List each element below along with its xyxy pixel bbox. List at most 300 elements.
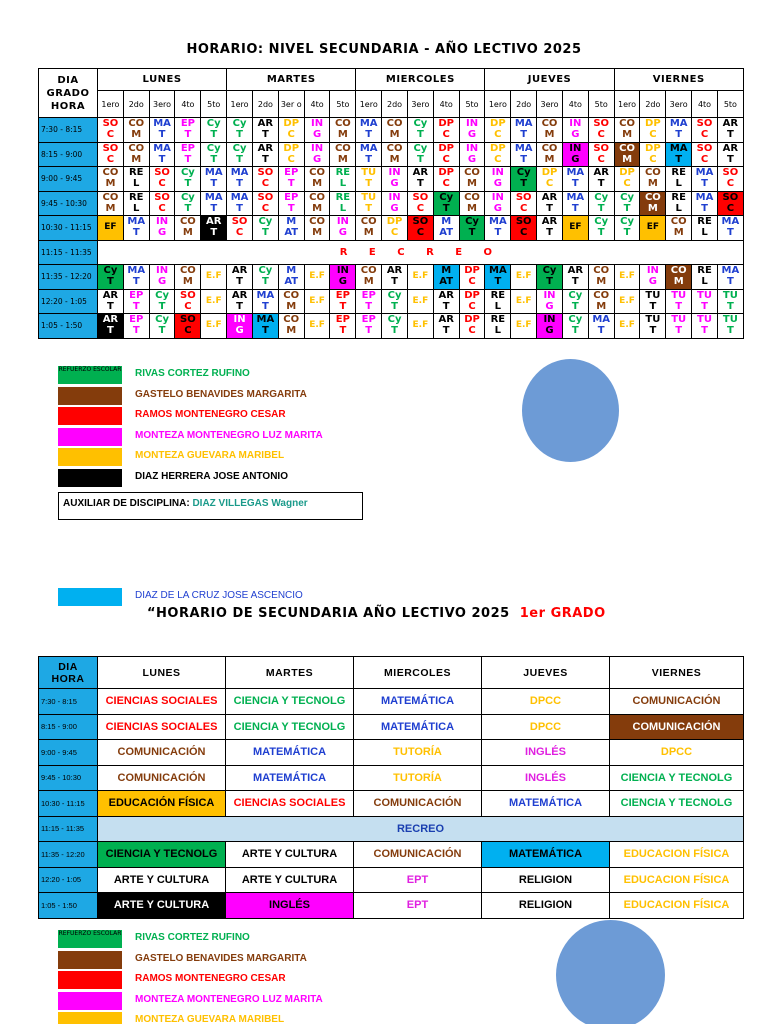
subject-cell: CO M — [640, 191, 666, 216]
subject-cell: CO M — [330, 142, 356, 167]
subject-cell: EDUCACION FÍSICA — [610, 867, 744, 893]
subject-cell: MA T — [252, 314, 278, 339]
subject-cell: TU T — [640, 314, 666, 339]
hour-cell: 8:15 - 9:00 — [39, 714, 98, 740]
schedule-row — [39, 240, 744, 265]
subject-cell: AR T — [407, 167, 433, 192]
hour-cell: 10:30 - 11:15 — [39, 791, 98, 817]
subject-cell: SO C — [227, 216, 253, 241]
color-swatch — [58, 951, 122, 969]
day-header: VIERNES — [614, 69, 743, 91]
teacher-name: RAMOS MONTENEGRO CESAR — [135, 973, 286, 984]
hour-cell: 1:05 - 1:50 — [39, 314, 98, 339]
subject-cell: IN G — [562, 142, 588, 167]
subject-cell: DP C — [459, 265, 485, 290]
subject-cell: CO M — [459, 167, 485, 192]
subject-cell: IN G — [537, 314, 563, 339]
subject-cell: MA T — [692, 167, 718, 192]
subject-cell: CIENCIA Y TECNOLG — [226, 714, 354, 740]
subject-cell: IN G — [330, 216, 356, 241]
subject-cell: MA T — [692, 191, 718, 216]
grade-header: 1ero — [227, 91, 253, 118]
subject-cell: TU T — [717, 314, 743, 339]
subject-cell: MA T — [666, 142, 692, 167]
subject-cell: E.F — [511, 314, 537, 339]
color-swatch — [58, 448, 122, 466]
subject-cell: MA T — [485, 216, 511, 241]
subject-cell: MA T — [356, 142, 382, 167]
hour-cell: 1:05 - 1:50 — [39, 893, 98, 919]
blue-oval-shape-2 — [556, 920, 665, 1024]
subject-cell: Cy T — [149, 314, 175, 339]
teacher-name: RAMOS MONTENEGRO CESAR — [135, 409, 286, 420]
subject-cell: CO M — [175, 265, 201, 290]
subject-cell: ARTE Y CULTURA — [226, 867, 354, 893]
color-swatch — [58, 992, 122, 1010]
hour-cell: 9:00 - 9:45 — [39, 167, 98, 192]
day-header: JUEVES — [482, 657, 610, 689]
subject-cell: SO C — [407, 216, 433, 241]
blue-oval-shape — [522, 359, 619, 462]
subject-cell: MATEMÁTICA — [354, 689, 482, 715]
subject-cell: RE L — [666, 191, 692, 216]
subject-cell: IN G — [485, 167, 511, 192]
subject-cell: M AT — [433, 216, 459, 241]
grade-header: 1ero — [485, 91, 511, 118]
hour-cell: 12:20 - 1:05 — [39, 867, 98, 893]
subject-cell: Cy T — [175, 167, 201, 192]
subject-cell: COMUNICACIÓN — [354, 842, 482, 868]
day-header: LUNES — [98, 69, 227, 91]
subject-cell: IN G — [459, 118, 485, 143]
subject-cell: MATEMÁTICA — [482, 791, 610, 817]
subject-cell: AR T — [537, 191, 563, 216]
grade-header: 4to — [433, 91, 459, 118]
subject-cell: SO C — [175, 314, 201, 339]
subject-cell: EF — [640, 216, 666, 241]
subject-cell: E.F — [614, 265, 640, 290]
subject-cell: CO M — [537, 142, 563, 167]
subject-cell: RE L — [330, 191, 356, 216]
subject-cell: CO M — [175, 216, 201, 241]
subject-cell: Cy T — [227, 142, 253, 167]
subject-cell: IN G — [382, 191, 408, 216]
subject-cell: SO C — [717, 167, 743, 192]
subject-cell: Cy T — [588, 216, 614, 241]
hour-cell: 9:45 - 10:30 — [39, 191, 98, 216]
hour-cell: 11:15 - 11:35 — [39, 816, 98, 842]
schedule-row — [39, 791, 744, 817]
subject-cell: EP T — [278, 167, 304, 192]
schedule-row — [39, 314, 744, 339]
subject-cell: COMUNICACIÓN — [98, 765, 226, 791]
color-swatch — [58, 428, 122, 446]
subject-cell: DP C — [433, 167, 459, 192]
subject-cell: CO M — [614, 142, 640, 167]
hour-cell: 12:20 - 1:05 — [39, 289, 98, 314]
subject-cell: DP C — [640, 142, 666, 167]
grade-header: 5to — [201, 91, 227, 118]
subject-cell: M AT — [278, 265, 304, 290]
subject-cell: RE L — [485, 289, 511, 314]
teacher-name: MONTEZA MONTENEGRO LUZ MARITA — [135, 993, 323, 1005]
subject-cell: MA T — [227, 167, 253, 192]
subject-cell: SO C — [407, 191, 433, 216]
subject-cell: DP C — [433, 142, 459, 167]
subject-cell: Cy T — [511, 167, 537, 192]
subject-cell: EDUCACIÓN FÍSICA — [98, 791, 226, 817]
schedule-row — [39, 167, 744, 192]
grade-header: 4to — [175, 91, 201, 118]
day-header: MIERCOLES — [356, 69, 485, 91]
subject-cell: IN G — [562, 118, 588, 143]
subject-cell: M AT — [433, 265, 459, 290]
subject-cell: EF — [562, 216, 588, 241]
subject-cell: Cy T — [614, 216, 640, 241]
subject-cell: E.F — [511, 289, 537, 314]
subject-cell: EP T — [278, 191, 304, 216]
color-swatch: REFUERZO ESCOLAR — [58, 930, 122, 948]
subject-cell: COMUNICACIÓN — [610, 714, 744, 740]
subject-cell: MA T — [588, 314, 614, 339]
subject-cell: Cy T — [614, 191, 640, 216]
grade-header: 5to — [330, 91, 356, 118]
subject-cell: Cy T — [252, 216, 278, 241]
teacher-name: RIVAS CORTEZ RUFINO — [135, 368, 250, 379]
subject-cell: SO C — [149, 167, 175, 192]
subject-cell: CIENCIA Y TECNOLG — [610, 765, 744, 791]
schedule-row — [39, 765, 744, 791]
day-header: JUEVES — [485, 69, 614, 91]
subject-cell: CIENCIAS SOCIALES — [98, 714, 226, 740]
subject-cell: Cy T — [201, 142, 227, 167]
subject-cell: COMUNICACIÓN — [98, 740, 226, 766]
hour-cell: 10:30 - 11:15 — [39, 216, 98, 241]
schedule-row — [39, 740, 744, 766]
subject-cell: MA T — [227, 191, 253, 216]
page-title: HORARIO: NIVEL SECUNDARIA - AÑO LECTIVO 2025 — [186, 42, 582, 57]
subject-cell: AR T — [252, 118, 278, 143]
schedule-row — [39, 216, 744, 241]
subject-cell: IN G — [459, 142, 485, 167]
subject-cell: AR T — [98, 314, 124, 339]
subject-cell: EP T — [123, 314, 149, 339]
grade-header: 5to — [588, 91, 614, 118]
day-header-row — [39, 657, 744, 689]
subject-cell: MA T — [562, 167, 588, 192]
subject-cell: MA T — [511, 118, 537, 143]
schedule-grid — [38, 68, 744, 339]
subject-cell: E.F — [201, 314, 227, 339]
subject-cell: AR T — [227, 265, 253, 290]
subject-cell: MA T — [485, 265, 511, 290]
subject-cell: ARTE Y CULTURA — [98, 867, 226, 893]
subject-cell: SO C — [692, 142, 718, 167]
color-swatch: REFUERZO ESCOLAR — [58, 366, 122, 384]
subject-cell: RE L — [330, 167, 356, 192]
subject-cell: Cy T — [175, 191, 201, 216]
subject-cell: TU T — [640, 289, 666, 314]
grade-header: 3ero — [407, 91, 433, 118]
subject-cell: IN G — [330, 265, 356, 290]
subject-cell: DP C — [640, 118, 666, 143]
grade-header: 3ero — [537, 91, 563, 118]
subject-cell: MATEMÁTICA — [226, 765, 354, 791]
subject-cell: ARTE Y CULTURA — [98, 893, 226, 919]
subject-cell: CO M — [666, 216, 692, 241]
subject-cell: DP C — [382, 216, 408, 241]
subject-cell: SO C — [175, 289, 201, 314]
subject-cell: E.F — [304, 314, 330, 339]
subject-cell: DP C — [433, 118, 459, 143]
subject-cell: IN G — [227, 314, 253, 339]
subject-cell: CO M — [356, 216, 382, 241]
subject-cell: Cy T — [149, 289, 175, 314]
subject-cell: IN G — [640, 265, 666, 290]
subject-cell: M AT — [278, 216, 304, 241]
subject-cell: Cy T — [588, 191, 614, 216]
subject-cell: TUTORÍA — [354, 740, 482, 766]
grade-header: 2do — [382, 91, 408, 118]
subject-cell: IN G — [537, 289, 563, 314]
subject-cell: AR T — [382, 265, 408, 290]
subject-cell: CO M — [304, 167, 330, 192]
subject-cell: INGLÉS — [226, 893, 354, 919]
subject-cell: Cy T — [382, 289, 408, 314]
subject-cell: TU T — [692, 289, 718, 314]
subject-cell: CIENCIA Y TECNOLG — [98, 842, 226, 868]
aux-label: AUXILIAR DE DISCIPLINA — [63, 498, 187, 509]
color-swatch — [58, 588, 122, 606]
subject-cell: Cy T — [252, 265, 278, 290]
subject-cell: SO C — [588, 142, 614, 167]
subject-cell: RE L — [123, 167, 149, 192]
teacher-name: GASTELO BENAVIDES MARGARITA — [135, 388, 307, 400]
subject-cell: DP C — [614, 167, 640, 192]
subject-cell: MA T — [717, 216, 743, 241]
schedule-row — [39, 893, 744, 919]
subject-cell: INGLÉS — [482, 740, 610, 766]
subject-cell: MA T — [201, 167, 227, 192]
grade-header: 2do — [252, 91, 278, 118]
schedule-row — [39, 816, 744, 842]
subject-cell: RE L — [666, 167, 692, 192]
subject-cell: Cy T — [382, 314, 408, 339]
schedule-row — [39, 867, 744, 893]
subject-cell: DP C — [485, 118, 511, 143]
subject-cell: MA T — [201, 191, 227, 216]
subject-cell: Cy T — [537, 265, 563, 290]
subject-cell: MA T — [562, 191, 588, 216]
subject-cell: CIENCIAS SOCIALES — [226, 791, 354, 817]
grade-header: 4to — [692, 91, 718, 118]
subject-cell: AR T — [98, 289, 124, 314]
subject-cell: E.F — [407, 314, 433, 339]
subject-cell: Cy T — [407, 142, 433, 167]
subject-cell: EP T — [356, 289, 382, 314]
subject-cell: DP C — [485, 142, 511, 167]
subject-cell: MATEMÁTICA — [482, 842, 610, 868]
subject-cell: EP T — [123, 289, 149, 314]
subject-cell: E.F — [614, 314, 640, 339]
subject-cell: SO C — [717, 191, 743, 216]
color-swatch — [58, 1012, 122, 1024]
grade-header: 3er o — [278, 91, 304, 118]
subject-cell: AR T — [537, 216, 563, 241]
teacher-name: MONTEZA GUEVARA MARIBEL — [135, 1014, 285, 1024]
color-swatch — [58, 387, 122, 405]
grade-header: 2do — [511, 91, 537, 118]
day-header: MIERCOLES — [354, 657, 482, 689]
subject-cell: E.F — [614, 289, 640, 314]
aux-name: DIAZ VILLEGAS Wagner — [192, 498, 308, 509]
subject-cell: E.F — [201, 289, 227, 314]
subject-cell: AR T — [433, 289, 459, 314]
subject-cell: IN G — [149, 265, 175, 290]
subject-cell: E.F — [304, 265, 330, 290]
subject-cell: CO M — [98, 191, 124, 216]
subject-cell: AR T — [227, 289, 253, 314]
teacher-name: GASTELO BENAVIDES MARGARITA — [135, 952, 307, 964]
subject-cell: EDUCACION FÍSICA — [610, 842, 744, 868]
subject-cell: E.F — [407, 265, 433, 290]
hour-cell: 11:15 - 11:35 — [39, 240, 98, 265]
recreo-cell: R E C R E O — [98, 240, 744, 265]
subject-cell: EDUCACION FÍSICA — [610, 893, 744, 919]
day-header: VIERNES — [610, 657, 744, 689]
subject-cell: CO M — [356, 265, 382, 290]
subject-cell: CO M — [278, 314, 304, 339]
subject-cell: SO C — [511, 191, 537, 216]
teacher-name: RIVAS CORTEZ RUFINO — [135, 932, 250, 943]
subject-cell: AR T — [717, 142, 743, 167]
grade-label: 1er GRADO — [519, 606, 606, 621]
subject-cell: SO C — [588, 118, 614, 143]
subject-cell: CIENCIA Y TECNOLG — [226, 689, 354, 715]
subject-cell: EP T — [330, 289, 356, 314]
subject-cell: CO M — [382, 142, 408, 167]
subject-cell: RE L — [485, 314, 511, 339]
subject-cell: IN G — [149, 216, 175, 241]
grade-header: 2do — [640, 91, 666, 118]
subject-cell: Cy T — [562, 289, 588, 314]
subject-cell: CO M — [537, 118, 563, 143]
subject-cell: RELIGION — [482, 893, 610, 919]
subject-cell: CO M — [304, 191, 330, 216]
subject-cell: TU T — [692, 314, 718, 339]
subject-cell: TU T — [717, 289, 743, 314]
subject-cell: CO M — [123, 142, 149, 167]
grade1-schedule-table — [38, 656, 744, 919]
subject-cell: E.F — [407, 289, 433, 314]
subject-cell: EP T — [356, 314, 382, 339]
subject-cell: CO M — [382, 118, 408, 143]
subject-cell: MA T — [149, 118, 175, 143]
subject-cell: Cy T — [407, 118, 433, 143]
grade-header-row — [39, 91, 744, 118]
color-swatch — [58, 407, 122, 425]
subject-cell: RE L — [692, 265, 718, 290]
subject-cell: MA T — [666, 118, 692, 143]
subject-cell: E.F — [304, 289, 330, 314]
subject-cell: MA T — [123, 216, 149, 241]
schedule-row — [39, 842, 744, 868]
subject-cell: EP T — [175, 142, 201, 167]
hour-cell: 11:35 - 12:20 — [39, 265, 98, 290]
day-header: MARTES — [226, 657, 354, 689]
subject-cell: SO C — [252, 191, 278, 216]
subject-cell: AR T — [717, 118, 743, 143]
subject-cell: Cy T — [98, 265, 124, 290]
teacher-name: DIAZ HERRERA JOSE ANTONIO — [135, 470, 288, 482]
teacher-name: MONTEZA GUEVARA MARIBEL — [135, 450, 285, 461]
recreo-cell: RECREO — [98, 816, 744, 842]
hour-cell: 11:35 - 12:20 — [39, 842, 98, 868]
subject-cell: MA T — [149, 142, 175, 167]
schedule-row — [39, 191, 744, 216]
color-swatch — [58, 469, 122, 487]
subject-cell: CIENCIAS SOCIALES — [98, 689, 226, 715]
subject-cell: CO M — [666, 265, 692, 290]
subject-cell: TU T — [666, 314, 692, 339]
hour-cell: 9:45 - 10:30 — [39, 765, 98, 791]
subject-cell: RE L — [692, 216, 718, 241]
teacher-name: DIAZ DE LA CRUZ JOSE ASCENCIO — [135, 590, 303, 601]
subject-cell: DP C — [278, 142, 304, 167]
grade-header: 5to — [459, 91, 485, 118]
subject-cell: AR T — [588, 167, 614, 192]
subject-cell: EPT — [354, 867, 482, 893]
grade-header: 3ero — [666, 91, 692, 118]
subject-cell: DPCC — [482, 689, 610, 715]
subject-cell: AR T — [433, 314, 459, 339]
subject-cell: MA T — [511, 142, 537, 167]
subject-cell: CO M — [588, 265, 614, 290]
subject-cell: E.F — [511, 265, 537, 290]
subject-cell: CO M — [98, 167, 124, 192]
subject-cell: IN G — [485, 191, 511, 216]
subject-cell: ARTE Y CULTURA — [226, 842, 354, 868]
subject-cell: CO M — [640, 167, 666, 192]
subject-cell: MA T — [717, 265, 743, 290]
subject-cell: CO M — [459, 191, 485, 216]
subject-cell: AR T — [201, 216, 227, 241]
schedule-row — [39, 714, 744, 740]
grade-header: 1ero — [98, 91, 124, 118]
grade-header: 1ero — [356, 91, 382, 118]
subject-cell: COMUNICACIÓN — [610, 689, 744, 715]
subject-cell: CO M — [304, 216, 330, 241]
subject-cell: CIENCIA Y TECNOLG — [610, 791, 744, 817]
subject-cell: MA T — [252, 289, 278, 314]
schedule-row — [39, 289, 744, 314]
subject-cell: Cy T — [201, 118, 227, 143]
teacher-name: MONTEZA MONTENEGRO LUZ MARITA — [135, 429, 323, 441]
subject-cell: DP C — [278, 118, 304, 143]
subject-cell: Cy T — [459, 216, 485, 241]
schedule-row — [39, 142, 744, 167]
hour-cell: 7:30 - 8:15 — [39, 118, 98, 143]
subject-cell: DPCC — [482, 714, 610, 740]
grade-header: 4to — [562, 91, 588, 118]
subject-cell: TU T — [356, 191, 382, 216]
subject-cell: AR T — [252, 142, 278, 167]
hour-cell: 8:15 - 9:00 — [39, 142, 98, 167]
subject-cell: E.F — [201, 265, 227, 290]
day-header-row — [39, 69, 744, 91]
subject-cell: IN G — [304, 118, 330, 143]
subject-cell: COMUNICACIÓN — [354, 791, 482, 817]
